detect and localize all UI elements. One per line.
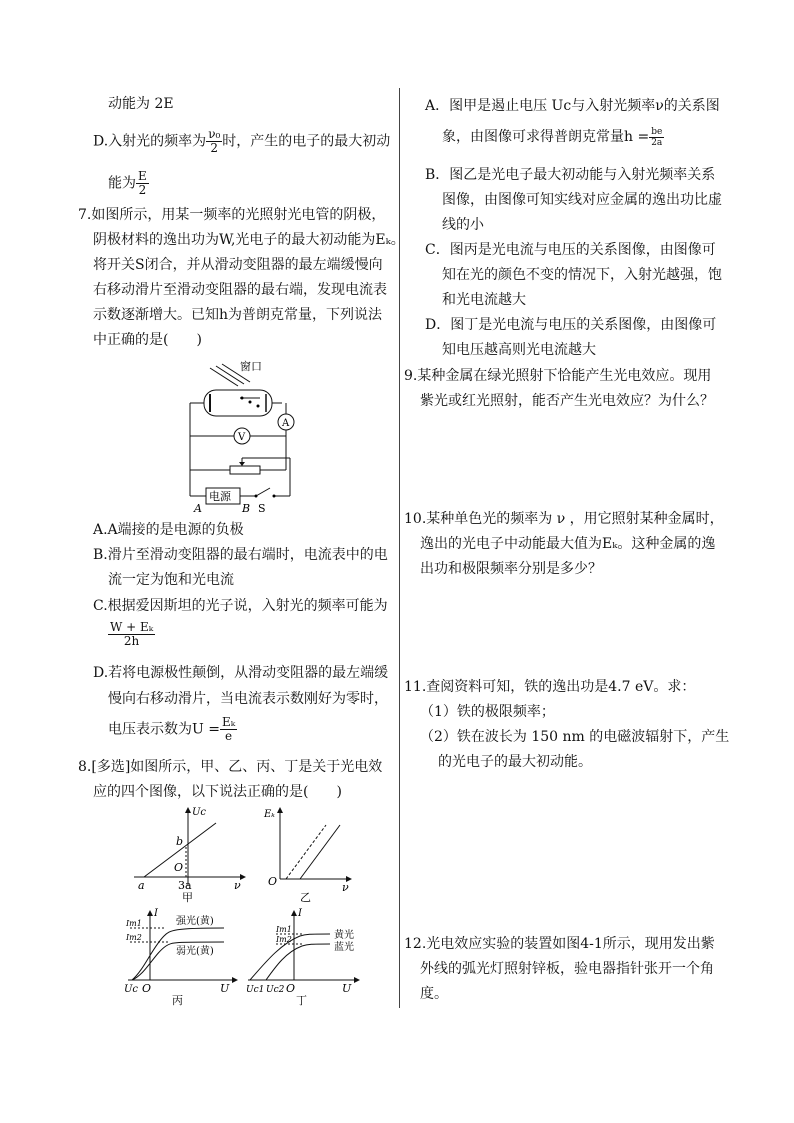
q8-option-a-1: A．图甲是遏止电压 Uc与入射光频率ν的关系图 (425, 98, 720, 114)
q9-line-1: 9.某种金属在绿光照射下恰能产生光电效应。现用 (404, 368, 712, 384)
q12-line-2: 外线的弧光灯照射锌板，验电器指针张开一个角 (420, 961, 714, 977)
svg-text:Im2: Im2 (126, 933, 142, 942)
window-label: 窗口 (240, 360, 262, 373)
svg-text:B: B (242, 502, 251, 514)
svg-text:丁: 丁 (296, 994, 307, 1007)
svg-text:A: A (194, 502, 202, 514)
svg-text:强光(黄): 强光(黄) (176, 916, 214, 927)
q8-option-a-2: 象，由图像可求得普朗克常量h = $\frac{be}{2a}$ (442, 126, 663, 148)
svg-text:甲: 甲 (182, 891, 193, 903)
svg-text:O: O (268, 875, 278, 888)
svg-text:Im1: Im1 (276, 925, 292, 934)
svg-text:O: O (286, 982, 296, 995)
q10-line-1: 10.某种单色光的频率为 ν ，用它照射某种金属时， (404, 511, 724, 527)
q8-option-d-2: 知电压越高则光电流越大 (442, 342, 596, 358)
q10-line-2: 逸出的光电子中动能最大值为Eₖ。这种金属的逸 (420, 536, 716, 552)
svg-text:Im1: Im1 (126, 919, 142, 928)
q6-option-c-end: 动能为 2E (108, 96, 174, 112)
q8-option-c-3: 和光电流越大 (442, 292, 526, 308)
svg-text:U: U (342, 982, 352, 995)
svg-text:ν: ν (234, 879, 241, 892)
svg-text:O: O (142, 982, 152, 995)
q9-line-2: 紫光或红光照射，能否产生光电效应？为什么？ (420, 393, 714, 409)
svg-text:电源: 电源 (209, 490, 231, 503)
q7-option-c: C.根据爱因斯坦的光子说，入射光的频率可能为 (93, 598, 388, 614)
svg-text:Uc: Uc (192, 807, 207, 818)
q11-line-2: （1）铁的极限频率； (420, 704, 555, 720)
svg-text:Eₖ: Eₖ (264, 809, 275, 820)
q7-line-5: 示数逐渐增大。已知h为普朗克常量，下列说法 (93, 307, 383, 323)
svg-text:弱光(黄): 弱光(黄) (176, 946, 214, 957)
q7-option-d-1: D.若将电源极性颠倒，从滑动变阻器的最左端缓 (93, 665, 389, 681)
svg-text:3a: 3a (178, 879, 192, 892)
svg-text:Uc1: Uc1 (246, 985, 265, 995)
svg-text:Im2: Im2 (276, 935, 292, 944)
svg-text:蓝光: 蓝光 (334, 942, 354, 953)
svg-text:b: b (176, 835, 184, 848)
graph-yi (262, 805, 354, 903)
q7-option-d-3: 电压表示数为U = $\frac{\text{Eₖ}}{e}$ (108, 715, 236, 743)
q8-line-2: 应的四个图像，以下说法正确的是( ) (93, 784, 342, 800)
q12-line-3: 度。 (420, 986, 448, 1002)
q10-line-3: 出功和极限频率分别是多少？ (420, 561, 602, 577)
q6-option-d-end: 能为 $\frac{E}{2}$ (108, 169, 147, 197)
q7-circuit-figure (180, 356, 300, 514)
q12-line-1: 12.光电效应实验的装置如图4-1所示，现用发出紫 (404, 936, 715, 952)
q7-option-b-2: 流一定为饱和光电流 (108, 572, 234, 588)
q8-option-b-3: 线的小 (442, 217, 484, 233)
q7-option-c-fraction: $\frac{\text{W + Eₖ}}{2h}$ (110, 620, 154, 648)
q7-line-6: 中正确的是( ) (93, 332, 202, 348)
q7-line-1: 7.如图所示，用某一频率的光照射光电管的阴极， (78, 207, 386, 223)
q8-option-b-1: B．图乙是光电子最大初动能与入射光频率关系 (425, 167, 716, 183)
graph-jia (130, 805, 250, 903)
q7-line-3: 将开关S闭合，并从滑动变阻器的最左端缓慢向 (93, 257, 383, 273)
svg-text:Uc: Uc (124, 984, 139, 995)
column-divider (399, 88, 400, 1008)
svg-text:U: U (220, 982, 230, 995)
q11-line-1: 11.查阅资料可知，铁的逸出功是4.7 eV。求： (404, 679, 696, 695)
q8-option-d-1: D．图丁是光电流与电压的关系图像，由图像可 (425, 317, 717, 333)
q8-option-c-2: 知在光的颜色不变的情况下，入射光越强，饱 (442, 267, 722, 283)
q7-option-d-2: 慢向右移动滑片，当电流表示数刚好为零时， (108, 691, 388, 707)
svg-text:V: V (238, 432, 246, 443)
svg-text:乙: 乙 (300, 891, 311, 903)
svg-text:S: S (258, 502, 266, 514)
switch-icon (256, 488, 270, 496)
svg-text:黄光: 黄光 (334, 930, 354, 941)
graph-ding (246, 908, 364, 1008)
q7-line-2: 阴极材料的逸出功为W,光电子的最大初动能为Eₖ。 (93, 232, 405, 248)
q7-option-a: A.A端接的是电源的负极 (93, 522, 244, 538)
q8-line-1: 8.[多选]如图所示，甲、乙、丙、丁是关于光电效 (78, 759, 383, 775)
rheostat-icon (230, 466, 260, 474)
svg-text:Uc2: Uc2 (266, 985, 285, 995)
q8-option-c-1: C．图丙是光电流与电压的关系图像，由图像可 (425, 242, 716, 258)
q7-line-4: 右移动滑片至滑动变阻器的最右端，发现电流表 (93, 282, 387, 298)
svg-text:丙: 丙 (172, 994, 183, 1007)
q7-option-b-1: B.滑片至滑动变阻器的最右端时，电流表中的电 (93, 547, 388, 563)
svg-text:ν: ν (342, 881, 349, 894)
svg-text:O: O (174, 861, 184, 874)
svg-text:I: I (298, 908, 302, 919)
graph-bing (124, 908, 242, 1008)
q11-line-3: （2）铁在波长为 150 nm 的电磁波辐射下，产生 (420, 729, 730, 745)
svg-text:I: I (154, 908, 158, 919)
q11-line-4: 的光电子的最大初动能。 (438, 754, 592, 770)
svg-text:A: A (282, 418, 290, 429)
svg-text:a: a (138, 879, 145, 892)
q8-option-b-2: 图像，由图像可知实线对应金属的逸出功比虚 (442, 192, 722, 208)
q6-option-d: D.入射光的频率为 $\frac{\text{ν₀}}{2}$ 时，产生的电子的最大初动 (93, 127, 391, 155)
